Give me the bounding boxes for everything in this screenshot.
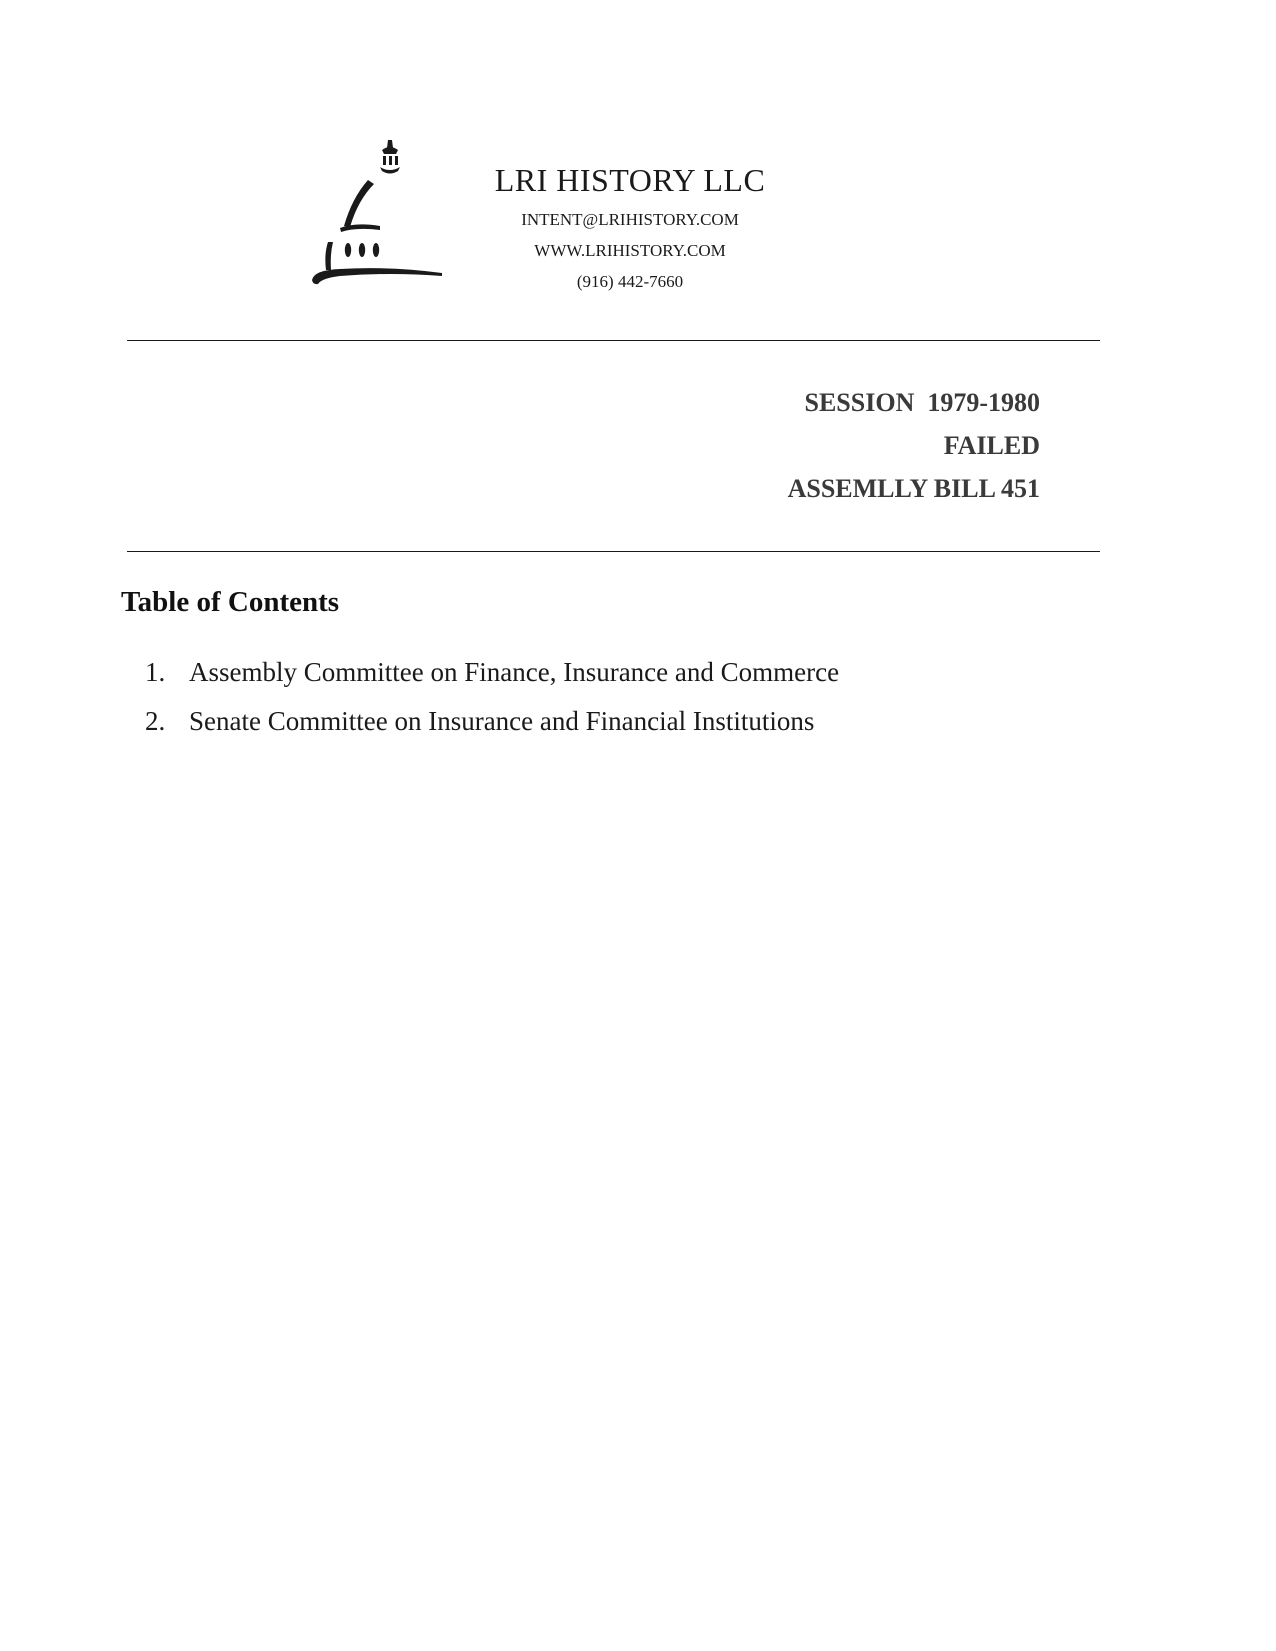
toc-list (145, 648, 839, 746)
toc-item-number: 1. (145, 657, 166, 687)
toc-item-label: Senate Committee on Insurance and Financial Institutions (189, 706, 815, 736)
capitol-dome-icon (310, 138, 450, 296)
bill-info (788, 381, 1040, 510)
letterhead (0, 0, 1276, 320)
toc-item (145, 697, 839, 746)
toc-item (145, 648, 839, 697)
section-divider (127, 551, 1100, 552)
header-divider (127, 340, 1100, 341)
company-phone: (916) 442-7660 (576, 272, 684, 291)
bill-status: FAILED (943, 431, 1040, 460)
bill-number: ASSEMLLY BILL 451 (787, 474, 1040, 503)
toc-heading: Table of Contents (121, 586, 340, 618)
company-info (480, 160, 780, 297)
bill-session: SESSION 1979-1980 (804, 388, 1040, 417)
company-website: WWW.LRIHISTORY.COM (534, 241, 726, 260)
toc-item-number: 2. (145, 706, 166, 736)
toc-item-label: Assembly Committee on Finance, Insurance and Commerce (189, 657, 840, 687)
company-name: LRI HISTORY LLC (494, 162, 766, 198)
company-email: INTENT@LRIHISTORY.COM (521, 210, 739, 229)
